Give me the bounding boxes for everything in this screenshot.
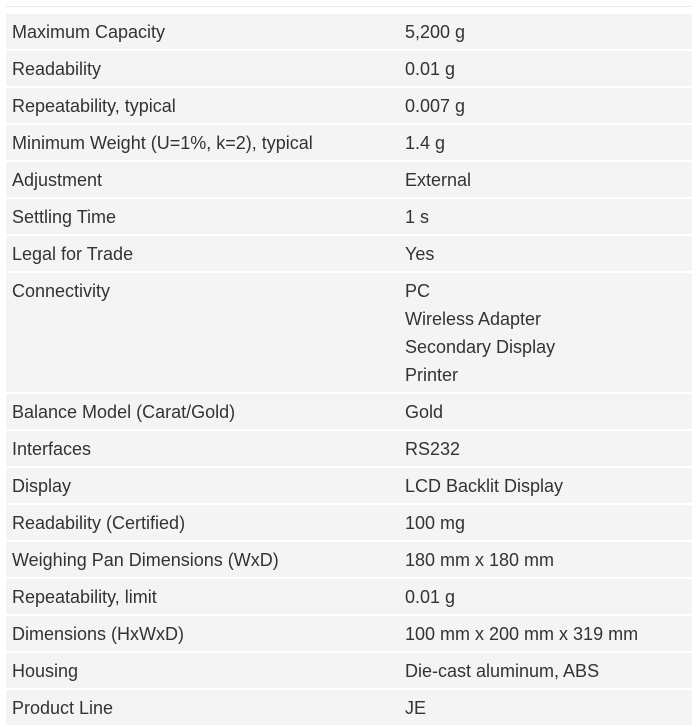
table-row — [6, 578, 692, 615]
spec-value-line: Yes — [405, 244, 435, 264]
spec-label: Housing — [12, 661, 79, 681]
spec-value — [390, 504, 692, 541]
spec-label: Adjustment — [12, 170, 103, 190]
spec-label: Repeatability, typical — [12, 96, 176, 116]
spec-value-line: 0.007 g — [405, 96, 466, 116]
spec-label: Connectivity — [12, 281, 111, 301]
spec-value — [390, 235, 692, 272]
table-row — [6, 198, 692, 235]
table-row — [6, 652, 692, 689]
spec-label: Settling Time — [12, 207, 117, 227]
spec-value-line: 180 mm x 180 mm — [405, 550, 555, 570]
spec-label: Legal for Trade — [12, 244, 134, 264]
table-row — [6, 504, 692, 541]
spec-value-line: External — [405, 170, 472, 190]
spec-label: Weighing Pan Dimensions (WxD) — [12, 550, 279, 570]
spec-label: Product Line — [12, 698, 114, 718]
spec-value — [390, 652, 692, 689]
spec-value-line: JE — [405, 698, 427, 718]
table-row — [6, 272, 692, 393]
table-row — [6, 467, 692, 504]
spec-label: Readability (Certified) — [12, 513, 186, 533]
spec-value — [390, 430, 692, 467]
spec-value-line: 1.4 g — [405, 133, 446, 153]
spec-label: Interfaces — [12, 439, 92, 459]
spec-value — [390, 50, 692, 87]
spec-value-line: Printer — [405, 365, 459, 385]
table-row — [6, 235, 692, 272]
spec-value-line: PC — [405, 281, 431, 301]
table-row — [6, 161, 692, 198]
table-row — [6, 87, 692, 124]
spec-label: Dimensions (HxWxD) — [12, 624, 185, 644]
table-row — [6, 50, 692, 87]
spec-value-line: LCD Backlit Display — [405, 476, 564, 496]
table-row — [6, 124, 692, 161]
spec-label: Display — [12, 476, 72, 496]
spec-value — [390, 615, 692, 652]
spec-value — [390, 124, 692, 161]
table-row — [6, 430, 692, 467]
spec-value — [390, 393, 692, 430]
spec-value — [390, 689, 692, 726]
spec-label: Maximum Capacity — [12, 22, 166, 42]
table-row — [6, 689, 692, 726]
spec-value-line: 100 mm x 200 mm x 319 mm — [405, 624, 639, 644]
spec-value-line: Gold — [405, 402, 444, 422]
table-row — [6, 393, 692, 430]
spec-value — [390, 578, 692, 615]
spec-value-line: RS232 — [405, 439, 461, 459]
spec-value — [390, 272, 692, 393]
spec-value-line: Wireless Adapter — [405, 309, 542, 329]
spec-label: Repeatability, limit — [12, 587, 157, 607]
spec-label: Minimum Weight (U=1%, k=2), typical — [12, 133, 313, 153]
spec-value-line: 0.01 g — [405, 59, 456, 79]
spec-value-line: 1 s — [405, 207, 430, 227]
spec-value — [390, 198, 692, 235]
spec-value — [390, 467, 692, 504]
spec-value-line: 0.01 g — [405, 587, 456, 607]
table-row — [6, 541, 692, 578]
spec-value — [390, 161, 692, 198]
table-row — [6, 615, 692, 652]
specifications-table-body — [6, 14, 692, 726]
spec-value — [390, 541, 692, 578]
spec-value — [390, 87, 692, 124]
spec-value — [390, 14, 692, 50]
table-top-divider — [6, 6, 692, 7]
table-row — [6, 14, 692, 50]
spec-value-line: 5,200 g — [405, 22, 466, 42]
specifications-table — [6, 14, 692, 727]
spec-value-line: Secondary Display — [405, 337, 556, 357]
spec-value-line: 100 mg — [405, 513, 466, 533]
spec-label: Balance Model (Carat/Gold) — [12, 402, 236, 422]
spec-label: Readability — [12, 59, 102, 79]
spec-value-line: Die-cast aluminum, ABS — [405, 661, 600, 681]
